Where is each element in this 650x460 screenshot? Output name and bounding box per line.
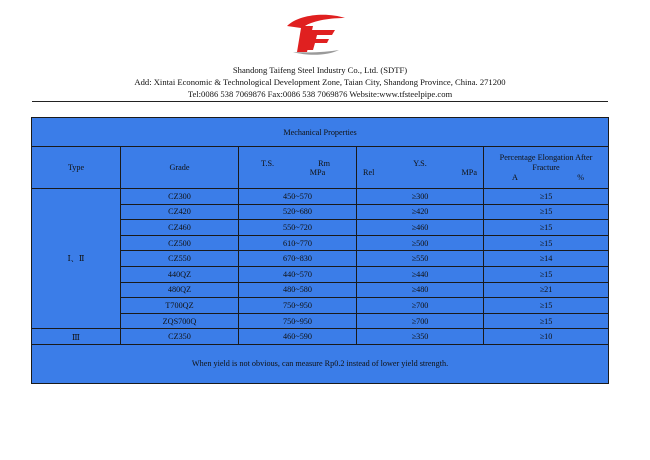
elong-title: Percentage Elongation After Fracture [499,153,593,172]
elong-unit: % [577,173,585,182]
ys-symbol: Y.S. [413,158,427,168]
ts-cell: 670~830 [239,251,357,267]
ys-cell: ≥480 [357,282,484,298]
company-contact: Tel:0086 538 7069876 Fax:0086 538 7069876 Website:www.tfsteelpipe.com [187,89,453,99]
ts-cell: 550~720 [239,220,357,236]
ts-cell: 750~950 [239,313,357,329]
type-cell: Ⅰ、Ⅱ [32,189,121,329]
grade-cell: ZQS700Q [121,313,239,329]
grade-cell: CZ300 [121,189,239,205]
col-header-grade: Grade [121,147,239,189]
ys-cell: ≥550 [357,251,484,267]
grade-cell: CZ550 [121,251,239,267]
ts-cell: 610~770 [239,235,357,251]
ts-cell: 520~680 [239,204,357,220]
table-title: Mechanical Properties [32,118,609,147]
tf-logo-icon [283,12,349,56]
elong-cell: ≥15 [484,298,609,314]
elong-cell: ≥15 [484,235,609,251]
ys-cell: ≥350 [357,329,484,345]
table-note: When yield is not obvious, can measure Rp0.2 instead of lower yield strength. [32,344,609,383]
ts-cell: 440~570 [239,266,357,282]
mechanical-properties-table [31,117,609,384]
ys-cell: ≥700 [357,298,484,314]
col-header-yield-strength [357,147,484,189]
elong-cell: ≥10 [484,329,609,345]
ys-cell: ≥460 [357,220,484,236]
col-header-tensile-strength [239,147,357,189]
elong-cell: ≥15 [484,204,609,220]
ys-cell: ≥700 [357,313,484,329]
grade-cell: T700QZ [121,298,239,314]
ys-unit: MPa [461,167,477,177]
elong-cell: ≥15 [484,189,609,205]
grade-cell: CZ460 [121,220,239,236]
header-divider [32,101,608,102]
ys-sub: Rel [363,167,375,177]
ys-cell: ≥440 [357,266,484,282]
elong-sub: A [512,173,518,182]
grade-cell: CZ420 [121,204,239,220]
company-address: Add: Xintai Economic & Technological Development Zone, Taian City, Shandong Province, China. 271200 [134,77,506,87]
grade-cell: CZ500 [121,235,239,251]
elong-cell: ≥15 [484,220,609,236]
elong-cell: ≥15 [484,313,609,329]
col-header-type: Type [32,147,121,189]
ts-sub: Rm [318,158,330,168]
ts-unit: MPa [309,167,326,177]
ts-cell: 750~950 [239,298,357,314]
ts-cell: 480~580 [239,282,357,298]
grade-cell: 440QZ [121,266,239,282]
elong-cell: ≥15 [484,266,609,282]
ys-cell: ≥420 [357,204,484,220]
type-cell: Ⅲ [32,329,121,345]
ys-cell: ≥500 [357,235,484,251]
grade-cell: 480QZ [121,282,239,298]
company-name: Shandong Taifeng Steel Industry Co., Ltd. (SDTF) [232,65,408,75]
ts-cell: 460~590 [239,329,357,345]
table-row [32,189,609,205]
ts-symbol: T.S. [261,158,275,168]
ts-cell: 450~570 [239,189,357,205]
grade-cell: CZ350 [121,329,239,345]
elong-cell: ≥21 [484,282,609,298]
col-header-elongation [484,147,609,189]
elong-cell: ≥14 [484,251,609,267]
ys-cell: ≥300 [357,189,484,205]
table-row [32,329,609,345]
